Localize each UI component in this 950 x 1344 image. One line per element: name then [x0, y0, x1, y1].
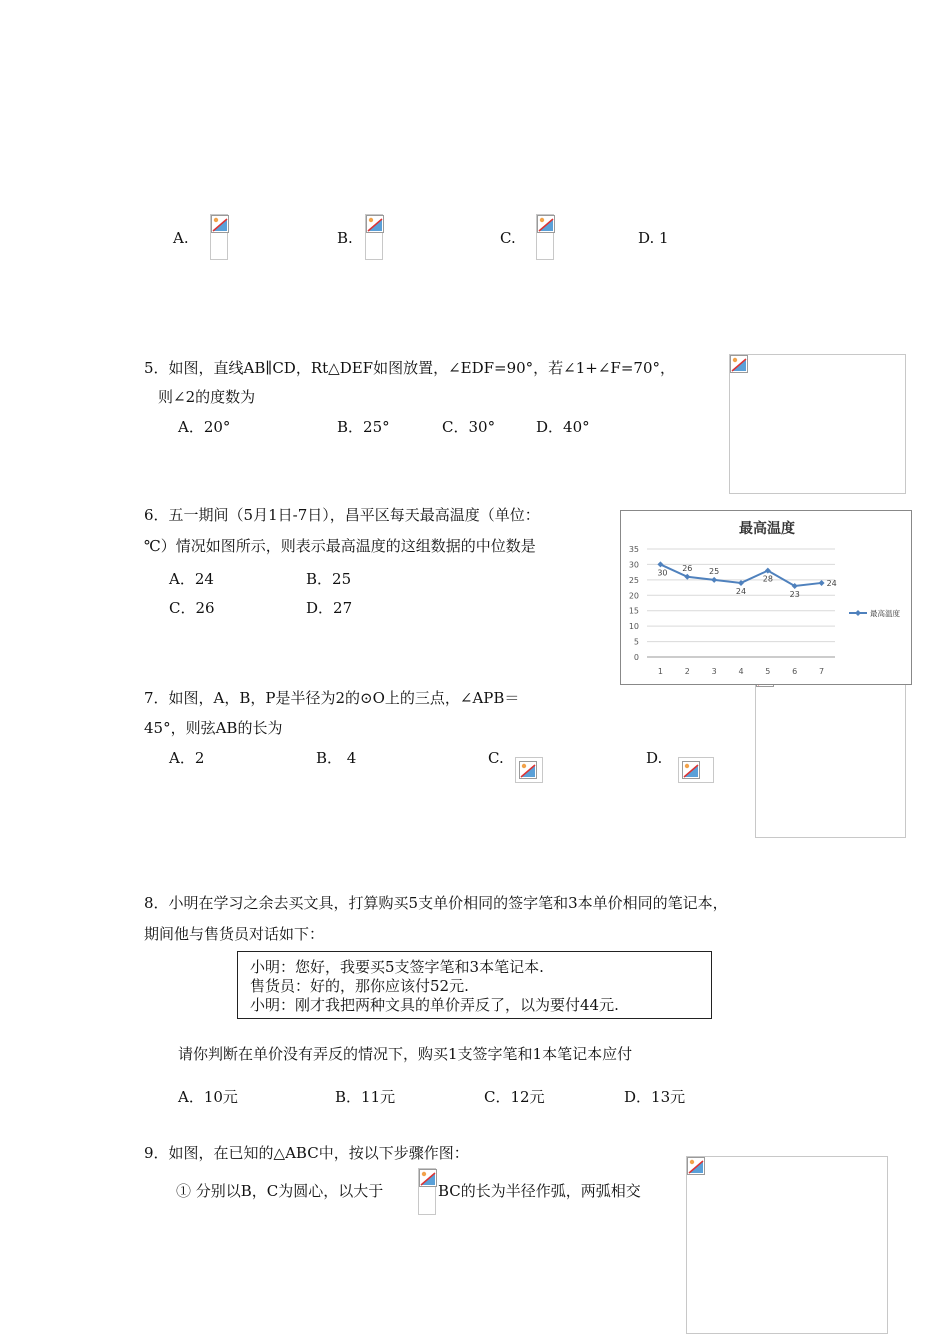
q4-option-d: D. 1 [638, 229, 669, 247]
q5-option-c: C．30° [442, 418, 496, 436]
chart-data-label: 28 [762, 574, 773, 584]
q5-option-d: D．40° [536, 418, 590, 436]
chart-title: 最高温度 [739, 521, 795, 537]
chart-x-tick-label: 7 [819, 667, 825, 676]
q8-dialog-line: 小明：您好，我要买5支签字笔和3本笔记本. [250, 958, 544, 976]
q7-option-c-image [515, 757, 543, 783]
q4-option-c: C. [500, 229, 516, 247]
q7-option-d: D. [646, 749, 663, 767]
broken-image-icon [687, 1157, 705, 1175]
q4-option-b: B. [337, 229, 353, 247]
broken-image-icon [519, 761, 537, 779]
q9-step1-part2: BC的长为半径作弧，两弧相交 [438, 1182, 641, 1200]
chart-point [684, 574, 690, 580]
q7-figure [755, 668, 906, 838]
q4-option-c-image [536, 214, 554, 260]
chart-data-label: 25 [709, 566, 720, 576]
q9-step1-part1: ① 分别以B，C为圆心，以大于 [176, 1182, 384, 1200]
q6-option-c: C．26 [169, 599, 215, 617]
chart-data-label: 24 [826, 578, 837, 588]
q7-option-b: B． 4 [316, 749, 357, 767]
chart-legend-label: 最高温度 [870, 609, 900, 618]
chart-y-tick-label: 35 [628, 545, 639, 554]
temperature-chart [620, 510, 912, 685]
q6-option-b: B．25 [306, 570, 352, 588]
chart-y-tick-label: 10 [628, 622, 639, 632]
chart-y-tick-label: 0 [633, 653, 639, 662]
q9-figure [686, 1156, 888, 1334]
chart-y-tick-label: 30 [628, 560, 639, 570]
q5-option-b: B．25° [337, 418, 390, 436]
temperature-chart-svg [621, 511, 911, 684]
q8-stem-line1: 8．小明在学习之余去买文具，打算购买5支单价相同的签字笔和3本单价相同的笔记本， [144, 894, 728, 912]
chart-data-label: 23 [789, 590, 800, 600]
chart-point [657, 561, 663, 567]
q6-stem-line2: ℃）情况如图所示，则表示最高温度的这组数据的中位数是 [144, 537, 536, 555]
chart-y-tick-label: 20 [628, 591, 639, 601]
chart-y-tick-label: 5 [633, 637, 639, 647]
q5-option-a: A．20° [178, 418, 231, 436]
chart-point [738, 580, 744, 586]
chart-y-tick-label: 25 [628, 575, 639, 585]
chart-point [819, 580, 825, 586]
q7-option-c: C. [488, 749, 504, 767]
chart-x-tick-label: 6 [792, 667, 798, 676]
broken-image-icon [366, 215, 384, 233]
q7-option-a: A．2 [169, 749, 205, 767]
q7-stem-line1: 7．如图，A，B，P是半径为2的⊙O上的三点，∠APB＝ [144, 689, 520, 707]
broken-image-icon [419, 1169, 437, 1187]
chart-legend-marker [855, 610, 861, 616]
chart-x-tick-label: 4 [738, 667, 744, 676]
q5-stem-line1: 5．如图，直线AB∥CD，Rt△DEF如图放置，∠EDF=90°，若∠1+∠F=70°， [144, 359, 675, 377]
q5-stem-line2: 则∠2的度数为 [158, 388, 256, 406]
broken-image-icon [211, 215, 229, 233]
q6-option-a: A．24 [169, 570, 214, 588]
chart-x-tick-label: 2 [684, 667, 690, 676]
chart-x-tick-label: 5 [765, 667, 771, 676]
q8-dialog-line: 小明：刚才我把两种文具的单价弄反了，以为要付44元. [250, 996, 619, 1014]
q8-option-a: A．10元 [178, 1088, 238, 1106]
q9-fraction-image [418, 1168, 436, 1215]
q8-question: 请你判断在单价没有弄反的情况下，购买1支签字笔和1本笔记本应付 [178, 1045, 633, 1063]
q9-stem-line1: 9．如图，在已知的△ABC中，按以下步骤作图： [144, 1144, 469, 1162]
q8-option-d: D．13元 [624, 1088, 686, 1106]
q8-option-c: C．12元 [484, 1088, 545, 1106]
q5-figure [729, 354, 906, 494]
q6-option-d: D．27 [306, 599, 353, 617]
q4-option-b-image [365, 214, 383, 260]
chart-x-tick-label: 1 [657, 667, 663, 676]
chart-y-tick-label: 15 [628, 606, 639, 616]
q8-option-b: B．11元 [335, 1088, 396, 1106]
chart-point [711, 577, 717, 583]
chart-x-tick-label: 3 [711, 667, 717, 676]
q7-option-d-image [678, 757, 714, 783]
q8-dialog-box [237, 951, 712, 1019]
chart-data-label: 24 [735, 586, 747, 596]
broken-image-icon [682, 761, 700, 779]
q6-stem-line1: 6．五一期间（5月1日-7日），昌平区每天最高温度（单位： [144, 506, 540, 524]
q7-stem-line2: 45°，则弦AB的长为 [144, 719, 283, 737]
broken-image-icon [730, 355, 748, 373]
chart-data-label: 26 [682, 563, 693, 573]
q4-option-a: A. [173, 229, 189, 247]
chart-data-label: 30 [657, 568, 668, 578]
q4-option-a-image [210, 214, 228, 260]
q8-dialog-line: 售货员：好的，那你应该付52元. [250, 977, 469, 995]
q8-stem-line2: 期间他与售货员对话如下： [144, 925, 325, 943]
broken-image-icon [537, 215, 555, 233]
